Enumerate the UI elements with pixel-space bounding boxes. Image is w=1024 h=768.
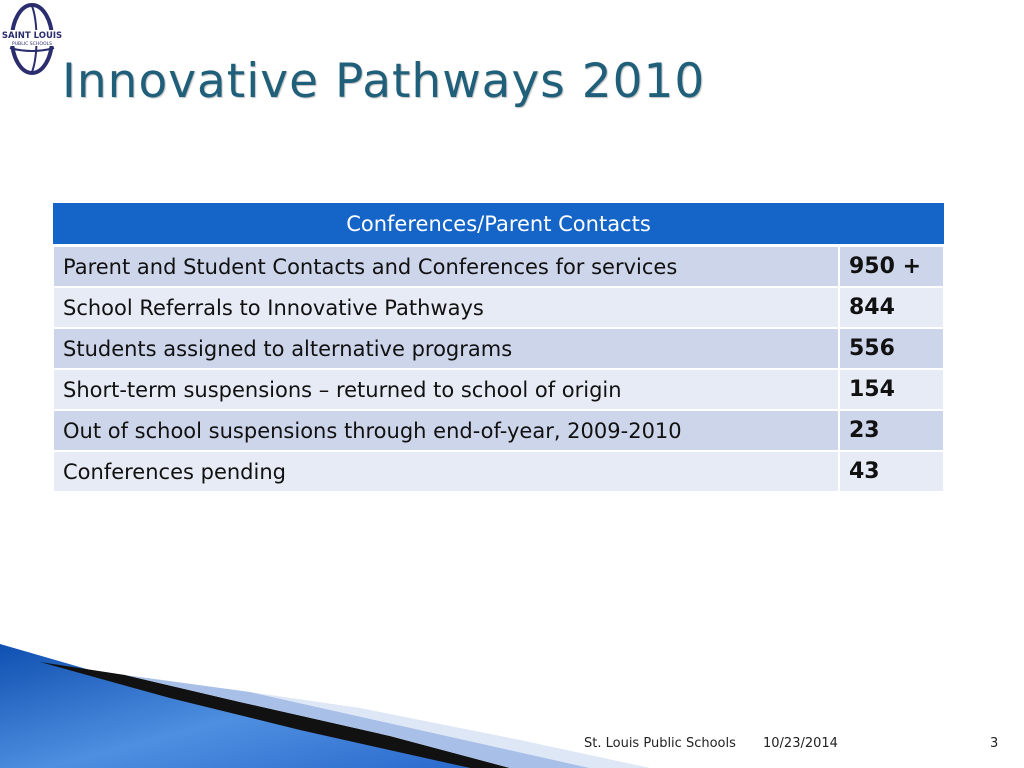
row-label: Out of school suspensions through end-of-year, 2009-2010 (53, 410, 839, 451)
table-row (53, 287, 944, 328)
row-value: 950 + (839, 246, 944, 288)
footer-date: 10/23/2014 (763, 736, 838, 751)
svg-text:SAINT LOUIS: SAINT LOUIS (2, 31, 62, 41)
footer-org: St. Louis Public Schools (584, 736, 736, 751)
svg-text:PUBLIC SCHOOLS: PUBLIC SCHOOLS (11, 42, 53, 47)
table-header: Conferences/Parent Contacts (53, 203, 944, 246)
table-row (53, 246, 944, 288)
row-value: 154 (839, 369, 944, 410)
row-value: 43 (839, 451, 944, 492)
table-header-row (53, 203, 944, 246)
row-label: Conferences pending (53, 451, 839, 492)
row-label: School Referrals to Innovative Pathways (53, 287, 839, 328)
row-value: 23 (839, 410, 944, 451)
table-row (53, 451, 944, 492)
decorative-swoosh (0, 630, 1024, 768)
row-value: 556 (839, 328, 944, 369)
footer-page-number: 3 (990, 736, 999, 751)
slide-title: Innovative Pathways 2010 (62, 54, 706, 109)
contacts-table (52, 203, 945, 493)
row-label: Parent and Student Contacts and Conferences for services (53, 246, 839, 288)
row-label: Students assigned to alternative programs (53, 328, 839, 369)
school-logo (2, 2, 62, 76)
table-row (53, 369, 944, 410)
table-row (53, 328, 944, 369)
table-row (53, 410, 944, 451)
row-label: Short-term suspensions – returned to school of origin (53, 369, 839, 410)
row-value: 844 (839, 287, 944, 328)
